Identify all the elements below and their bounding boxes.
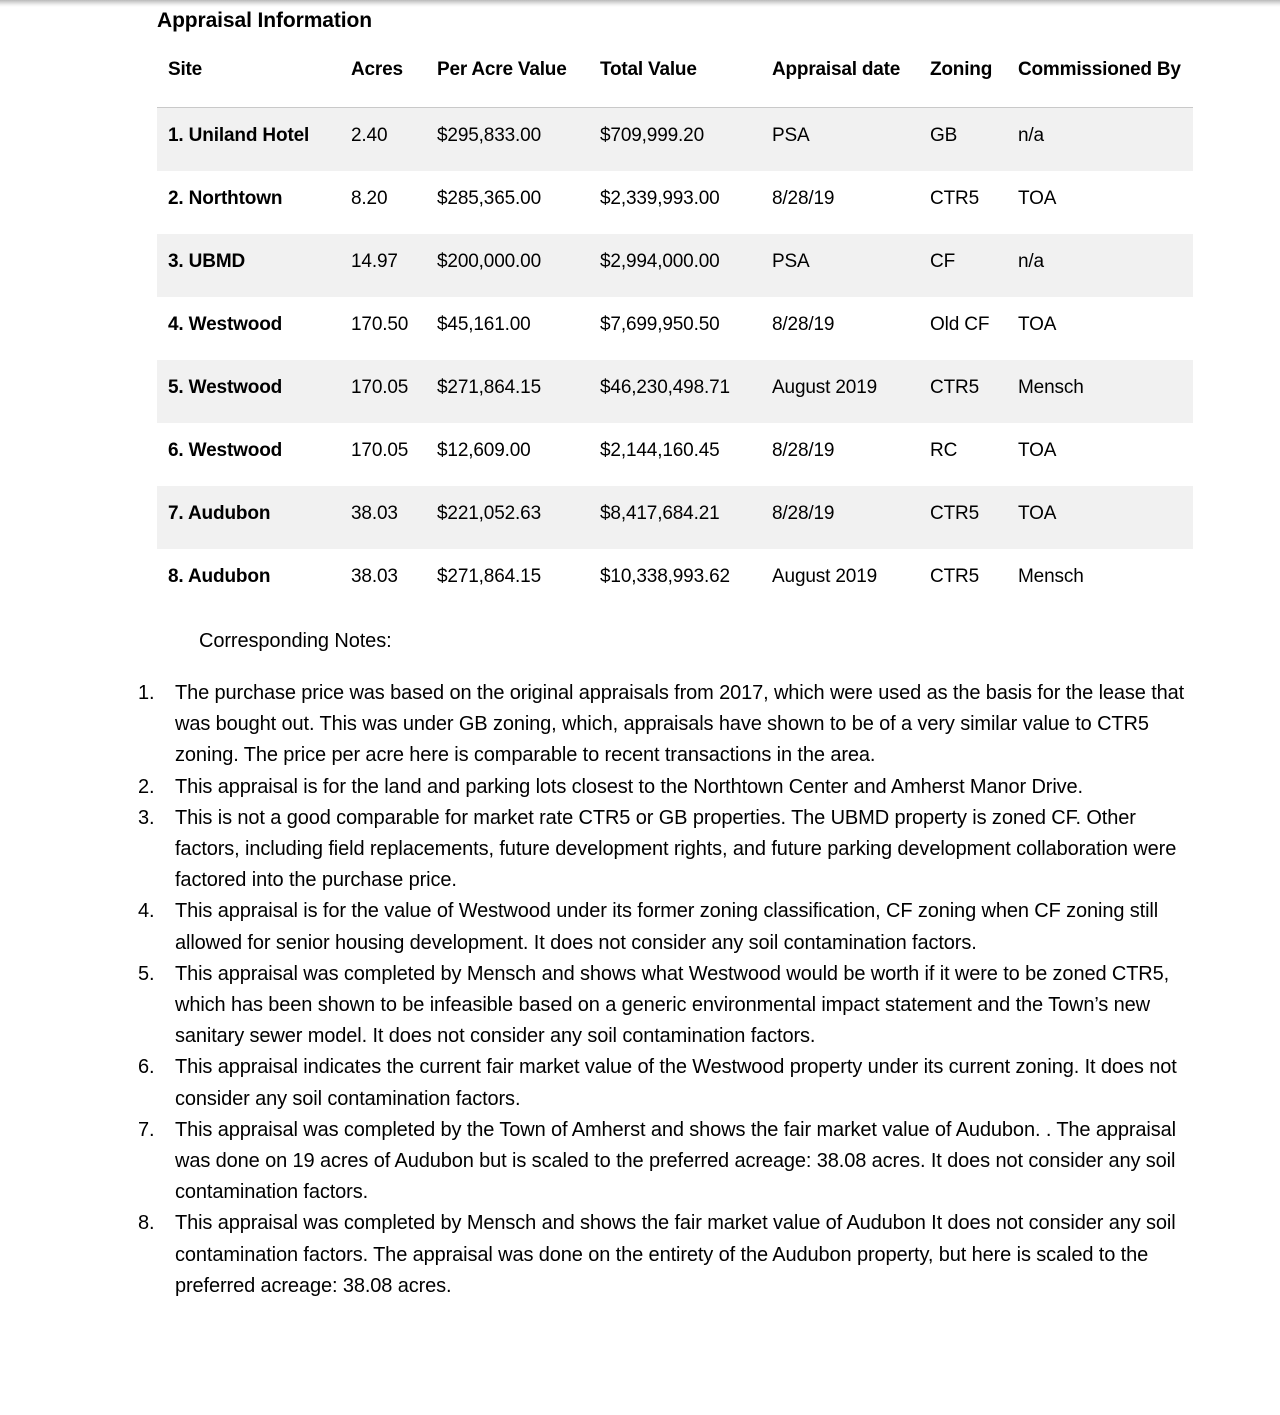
cell-appraisal-date: 8/28/19 bbox=[772, 187, 835, 209]
table-row bbox=[157, 171, 1193, 234]
appraisal-table bbox=[157, 55, 1193, 612]
table-header-row bbox=[157, 55, 1193, 108]
cell-appraisal-date: 8/28/19 bbox=[772, 439, 835, 461]
table-row bbox=[157, 486, 1193, 549]
cell-commissioned-by: TOA bbox=[1018, 439, 1057, 461]
note-number: 1. bbox=[138, 682, 155, 704]
corresponding-notes-list bbox=[138, 678, 1193, 1302]
cell-acres: 14.97 bbox=[351, 250, 398, 272]
cell-commissioned-by: TOA bbox=[1018, 313, 1057, 335]
cell-per-acre-value: $271,864.15 bbox=[437, 565, 542, 587]
cell-commissioned-by: Mensch bbox=[1018, 565, 1084, 587]
column-header-acres: Acres bbox=[351, 59, 403, 80]
note-text: The purchase price was based on the original appraisals from 2017, which were used as the basis for the lease that was bought out. This was under GB zoning, which, appraisals have shown to be of a very similar value to CTR5 zoning. The price per acre here is comparable to recent transactions in the area. bbox=[175, 682, 1185, 767]
cell-per-acre-value: $200,000.00 bbox=[437, 250, 542, 272]
note-item bbox=[138, 1208, 1193, 1302]
cell-per-acre-value: $295,833.00 bbox=[437, 125, 542, 146]
note-item bbox=[138, 772, 1193, 803]
cell-total-value: $8,417,684.21 bbox=[600, 502, 720, 524]
column-header-site: Site bbox=[168, 59, 203, 80]
cell-zoning: CTR5 bbox=[930, 187, 980, 209]
cell-zoning: Old CF bbox=[930, 313, 990, 335]
cell-total-value: $709,999.20 bbox=[600, 125, 705, 146]
table-row bbox=[157, 297, 1193, 360]
note-item bbox=[138, 678, 1193, 772]
note-text: This appraisal was completed by Mensch and shows what Westwood would be worth if it were to be zoned CTR5, which has been shown to be infeasible based on a generic environmental impact statement and the Town’s new sanitary sewer model. It does not consider any soil contamination factors. bbox=[175, 962, 1170, 1048]
cell-acres: 170.50 bbox=[351, 313, 409, 335]
column-header-zoning: Zoning bbox=[930, 59, 993, 80]
note-item bbox=[138, 959, 1193, 1053]
cell-commissioned-by: Mensch bbox=[1018, 376, 1084, 398]
cell-commissioned-by: n/a bbox=[1018, 125, 1044, 146]
page-top-shadow bbox=[0, 0, 1280, 7]
notes-heading: Corresponding Notes: bbox=[199, 630, 392, 652]
cell-site: 3. UBMD bbox=[168, 250, 246, 272]
cell-acres: 38.03 bbox=[351, 502, 398, 524]
cell-acres: 170.05 bbox=[351, 439, 409, 461]
cell-appraisal-date: August 2019 bbox=[772, 565, 878, 587]
cell-site: 8. Audubon bbox=[168, 565, 271, 587]
table-header bbox=[157, 55, 1193, 108]
cell-total-value: $7,699,950.50 bbox=[600, 313, 720, 335]
note-number: 5. bbox=[138, 962, 155, 985]
table-row bbox=[157, 549, 1193, 612]
note-number: 4. bbox=[138, 900, 155, 923]
cell-appraisal-date: PSA bbox=[772, 125, 810, 146]
column-header-total-value: Total Value bbox=[600, 59, 697, 80]
table-row bbox=[157, 423, 1193, 486]
cell-total-value: $2,144,160.45 bbox=[600, 439, 720, 461]
cell-site: 1. Uniland Hotel bbox=[168, 125, 310, 146]
cell-zoning: GB bbox=[930, 125, 958, 146]
column-header-commissioned-by: Commissioned By bbox=[1018, 59, 1181, 80]
note-text: This appraisal was completed by the Town of Amherst and shows the fair market value of Audubon. . The appraisal was done on 19 acres of Audubon but is scaled to the preferred acreage: 38.08 acres. It does not consider any soil contamination factors. bbox=[175, 1118, 1176, 1204]
cell-commissioned-by: TOA bbox=[1018, 187, 1057, 209]
note-number: 6. bbox=[138, 1056, 155, 1079]
note-text: This appraisal is for the land and parking lots closest to the Northtown Center and Amherst Manor Drive. bbox=[175, 775, 1083, 798]
cell-total-value: $46,230,498.71 bbox=[600, 376, 730, 398]
cell-site: 7. Audubon bbox=[168, 502, 271, 524]
cell-per-acre-value: $271,864.15 bbox=[437, 376, 542, 398]
cell-zoning: CTR5 bbox=[930, 376, 980, 398]
note-text: This appraisal is for the value of Westwood under its former zoning classification, CF zoning when CF zoning still allowed for senior housing development. It does not consider any soil contamination factors. bbox=[175, 900, 1159, 954]
note-item bbox=[138, 803, 1193, 897]
cell-zoning: CF bbox=[930, 250, 956, 272]
column-header-appraisal-date: Appraisal date bbox=[772, 59, 901, 80]
cell-per-acre-value: $45,161.00 bbox=[437, 313, 531, 335]
cell-total-value: $2,994,000.00 bbox=[600, 250, 720, 272]
cell-zoning: CTR5 bbox=[930, 502, 980, 524]
cell-commissioned-by: TOA bbox=[1018, 502, 1057, 524]
cell-commissioned-by: n/a bbox=[1018, 250, 1044, 272]
note-item bbox=[138, 1115, 1193, 1209]
table-row bbox=[157, 360, 1193, 423]
cell-per-acre-value: $12,609.00 bbox=[437, 439, 531, 461]
cell-total-value: $2,339,993.00 bbox=[600, 187, 720, 209]
cell-site: 2. Northtown bbox=[168, 187, 283, 209]
table-row bbox=[157, 234, 1193, 297]
cell-total-value: $10,338,993.62 bbox=[600, 565, 730, 587]
cell-acres: 170.05 bbox=[351, 376, 409, 398]
cell-site: 6. Westwood bbox=[168, 439, 283, 461]
cell-appraisal-date: August 2019 bbox=[772, 376, 878, 398]
note-item bbox=[138, 896, 1193, 958]
column-header-per-acre-value: Per Acre Value bbox=[437, 59, 567, 80]
note-number: 2. bbox=[138, 775, 155, 798]
cell-site: 4. Westwood bbox=[168, 313, 283, 335]
cell-zoning: CTR5 bbox=[930, 565, 980, 587]
cell-per-acre-value: $285,365.00 bbox=[437, 187, 542, 209]
cell-acres: 2.40 bbox=[351, 125, 388, 146]
note-text: This appraisal was completed by Mensch and shows the fair market value of Audubon It does not consider any soil contamination factors. The appraisal was done on the entirety of the Audubon property, but here is scaled to the preferred acreage: 38.08 acres. bbox=[175, 1212, 1176, 1297]
note-number: 3. bbox=[138, 806, 155, 829]
cell-appraisal-date: 8/28/19 bbox=[772, 313, 835, 335]
cell-zoning: RC bbox=[930, 439, 958, 461]
cell-appraisal-date: PSA bbox=[772, 250, 810, 272]
note-text: This appraisal indicates the current fair market value of the Westwood property under its current zoning. It does not consider any soil contamination factors. bbox=[175, 1056, 1177, 1110]
cell-appraisal-date: 8/28/19 bbox=[772, 502, 835, 524]
table-row bbox=[157, 108, 1193, 171]
cell-acres: 38.03 bbox=[351, 565, 398, 587]
note-item bbox=[138, 1052, 1193, 1114]
note-text: This is not a good comparable for market rate CTR5 or GB properties. The UBMD property is zoned CF. Other factors, including field replacements, future development rights, and future parking development collaboration were factored into the purchase price. bbox=[175, 806, 1177, 892]
note-number: 7. bbox=[138, 1118, 155, 1141]
note-number: 8. bbox=[138, 1212, 155, 1235]
table-body bbox=[157, 108, 1193, 612]
page-title: Appraisal Information bbox=[157, 9, 372, 32]
cell-acres: 8.20 bbox=[351, 187, 388, 209]
cell-site: 5. Westwood bbox=[168, 376, 283, 398]
cell-per-acre-value: $221,052.63 bbox=[437, 502, 542, 524]
